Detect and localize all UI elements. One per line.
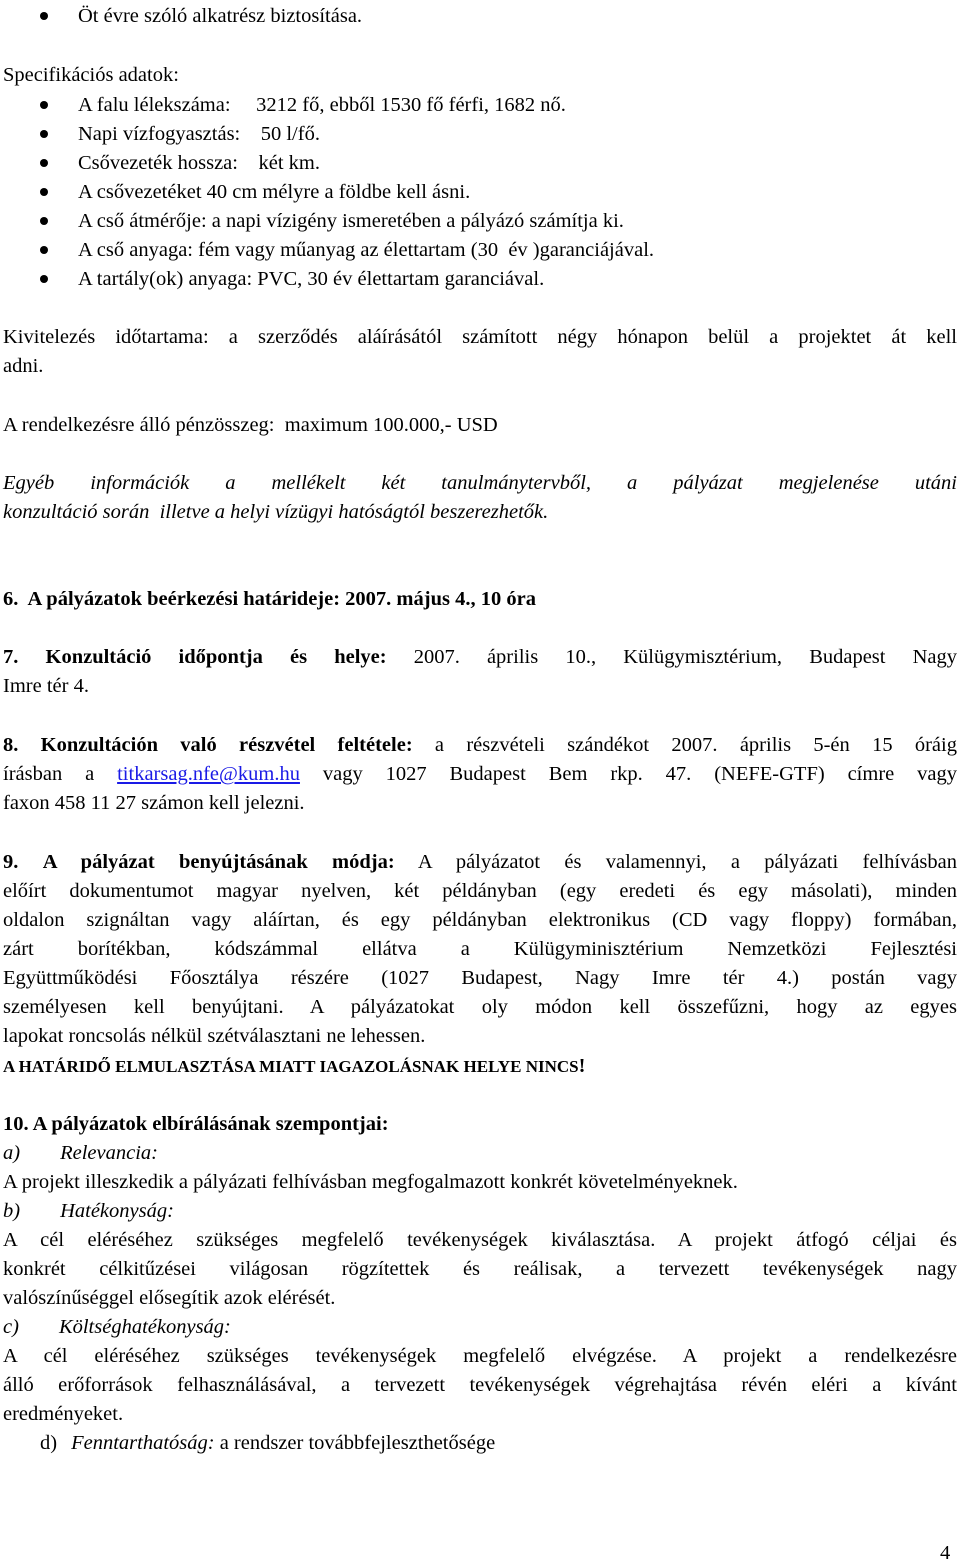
section-8-line [3,762,957,786]
criterion-c-text: eredményeket. [3,1403,124,1425]
criterion-a-text: A projekt illeszkedik a pályázati felhívásban megfogalmazott konkrét követelményeknek. [3,1171,738,1193]
bullet-item: Öt évre szóló alkatrész biztosítása. [78,5,363,27]
spec-item-pipe-depth: A csővezetéket 40 cm mélyre a földbe kell ásni. [78,181,471,203]
section-8-number: 8. [3,734,19,756]
section-8-text: írásban a [3,763,118,785]
section-8-text: vagy 1027 Budapest Bem rkp. 47. (NEFE-GTF) címre vagy [299,763,957,785]
other-info-line: konzultáció során illetve a helyi vízügyi hatóságtól beszerezhetők. [3,501,549,523]
criterion-d-text: a rendszer továbbfejleszthetősége [214,1432,496,1454]
section-9-number: 9. [3,851,19,873]
criterion-b-letter: b) [3,1200,21,1222]
criterion-d-letter: d) [40,1432,58,1454]
section-6-heading: 6. A pályázatok beérkezési határideje: 2007. május 4., 10 óra [3,588,536,610]
bullet-marker [40,188,48,196]
spec-item-population: A falu lélekszáma: 3212 fő, ebből 1530 fő férfi, 1682 nő. [78,94,566,116]
section-8-text: a részvételi szándékot 2007. április 5-én 15 óráig [412,734,957,756]
section-9-line: előírt dokumentumot magyar nyelven, két példányban (egy eredeti és egy másolati), minden [3,880,957,902]
criterion-b-label: Hatékonyság: [60,1200,174,1222]
spec-item-pipe-material: A cső anyaga: fém vagy műanyag az élettartam (30 év )garanciájával. [78,239,655,261]
deadline-warning [3,1054,585,1079]
deadline-warning-mark: ! [578,1055,586,1077]
other-info-line: Egyéb információk a mellékelt két tanulmánytervből, a pályázat megjelenése utáni [3,472,957,494]
criterion-b-text: valószínűséggel elősegítik azok elérését. [3,1287,336,1309]
criterion-c-text: A cél eléréséhez szükséges tevékenységek megfelelő elvégzése. A projekt a rendelkezésre [3,1345,957,1367]
bullet-marker [40,159,48,167]
criterion-a-letter: a) [3,1142,21,1164]
page-number: 4 [940,1542,951,1564]
bullet-marker [40,12,48,20]
spec-item-tank-material: A tartály(ok) anyaga: PVC, 30 év élettartam garanciával. [78,268,545,290]
section-8-line: faxon 458 11 27 számon kell jelezni. [3,792,305,814]
section-7-label: Konzultáció időpontja és helye: [45,646,387,668]
section-7-line [3,645,957,669]
criterion-c-label: Költséghatékonyság: [58,1316,231,1338]
criterion-b-text: A cél eléréséhez szükséges megfelelő tevékenységek kiválasztása. A projekt átfogó céljai és [3,1229,957,1251]
section-7-line: Imre tér 4. [3,675,89,697]
budget-line: A rendelkezésre álló pénzösszeg: maximum 100.000,- USD [3,414,498,436]
criterion-a-heading [3,1141,158,1165]
section-9-line [3,850,957,874]
execution-period-line: adni. [3,355,44,377]
email-link[interactable]: titkarsag.nfe@kum.hu [117,763,300,785]
spec-item-consumption: Napi vízfogyasztás: 50 l/fő. [78,123,320,145]
section-8-line [3,733,957,757]
section-9-line: személyesen kell benyújtani. A pályázatokat oly módon kell összefűzni, hogy az egyes [3,996,957,1018]
criterion-d-label: Fenntarthatóság: [71,1432,215,1454]
section-9-text: A pályázatot és valamennyi, a pályázati felhívásban [394,851,958,873]
section-9-line: Együttműködési Főosztálya részére (1027 Budapest, Nagy Imre tér 4.) postán vagy [3,967,957,989]
deadline-warning-text: A HATÁRIDŐ ELMULASZTÁSA MIATT IAGAZOLÁSNAK HELYE NINCS [3,1057,579,1076]
bullet-marker [40,275,48,283]
bullet-marker [40,246,48,254]
criterion-b-text: konkrét célkitűzései világosan rögzítettek és reálisak, a tervezett tevékenységek nagy [3,1258,957,1280]
criterion-c-heading [3,1315,231,1339]
section-10-heading: 10. A pályázatok elbírálásának szempontjai: [3,1113,389,1135]
execution-period-line: Kivitelezés időtartama: a szerződés aláírásától számított négy hónapon belül a projektet át kell [3,326,957,348]
spec-heading: Specifikációs adatok: [3,64,179,86]
bullet-marker [40,217,48,225]
criterion-c-letter: c) [3,1316,19,1338]
bullet-marker [40,101,48,109]
section-8-label: Konzultáción való részvétel feltétele: [40,734,413,756]
section-9-line: lapokat roncsolás nélkül szétválasztani ne lehessen. [3,1025,426,1047]
criterion-c-text: álló erőforrások felhasználásával, a tervezett tevékenységek végrehajtása révén eléri a kívánt [3,1374,957,1396]
spec-item-pipe-length: Csővezeték hossza: két km. [78,152,320,174]
criterion-b-heading [3,1199,174,1223]
criterion-a-label: Relevancia: [60,1142,158,1164]
spec-item-pipe-diameter: A cső átmérője: a napi vízigény ismeretében a pályázó számítja ki. [78,210,624,232]
section-9-line: zárt borítékban, kódszámmal ellátva a Külügyminisztérium Nemzetközi Fejlesztési [3,938,957,960]
criterion-d-line [40,1431,495,1455]
bullet-marker [40,130,48,138]
section-7-text: 2007. április 10., Külügymisztérium, Budapest Nagy [386,646,958,668]
section-7-number: 7. [3,646,19,668]
section-9-line: oldalon szignáltan vagy aláírtan, és egy példányban elektronikus (CD vagy floppy) formában, [3,909,957,931]
section-9-label: A pályázat benyújtásának módja: [42,851,395,873]
